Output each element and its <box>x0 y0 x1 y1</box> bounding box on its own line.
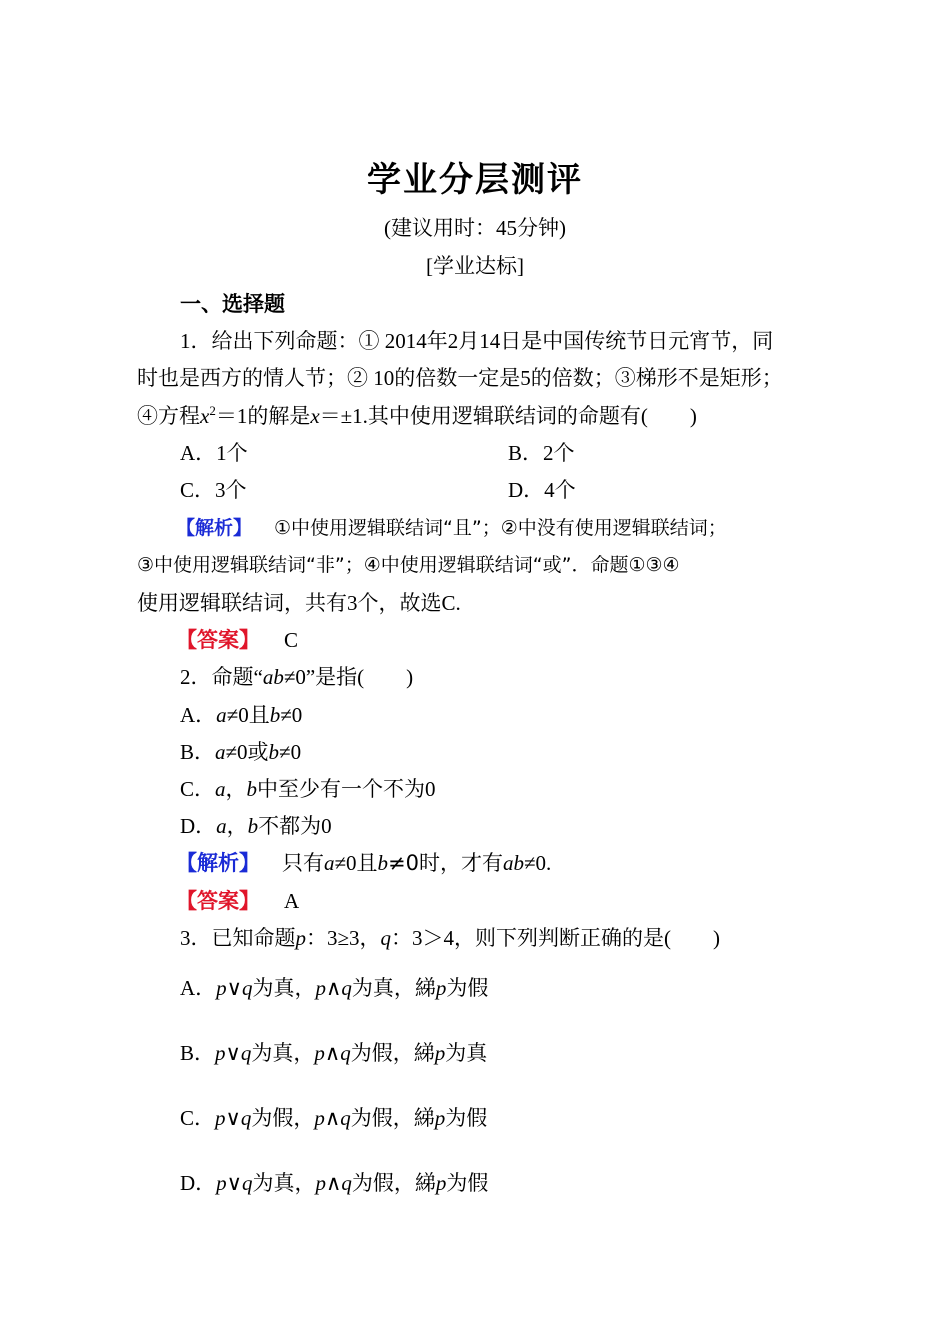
section-heading: 一、选择题 <box>180 292 285 316</box>
q1-option-a: A．1个 <box>180 441 248 465</box>
q3-option-b: B．p∨q为真，p∧q为假，綈p为真 <box>180 1041 488 1065</box>
q1-line3: ④方程$x^2=1$的解是x＝±1.其中使用逻辑联结词的命题有( ) <box>137 403 697 428</box>
analysis-tag: 【解析】 <box>176 851 260 875</box>
q1-option-b: B．2个 <box>508 441 575 465</box>
q2-option-c: C．a，b中至少有一个不为0 <box>180 777 436 801</box>
analysis-tag: 【解析】 <box>176 517 253 539</box>
level-label: [学业达标] <box>426 254 524 278</box>
q3-option-a: A．p∨q为真，p∧q为真，綈p为假 <box>180 976 489 1000</box>
q1-analysis-line3: 使用逻辑联结词，共有3个，故选C. <box>137 591 461 615</box>
q3-option-c: C．p∨q为假，p∧q为假，綈p为假 <box>180 1106 488 1130</box>
q2-analysis: 【解析】 只有a≠0且b≠0时，才有ab≠0. <box>176 851 552 875</box>
time-hint: (建议用时：45分钟) <box>384 216 566 240</box>
q1-answer: 【答案】 C <box>176 628 299 652</box>
q2-option-b: B．a≠0或b≠0 <box>180 740 302 764</box>
q2-option-a: A．a≠0且b≠0 <box>180 703 303 727</box>
q1-option-c: C．3个 <box>180 478 247 502</box>
q3-stem: 3．已知命题p：3≥3，q：3＞4，则下列判断正确的是( ) <box>180 926 721 950</box>
q1-analysis-line2: ③中使用逻辑联结词“非”；④中使用逻辑联结词“或”．命题①③④ <box>137 554 680 576</box>
q1-line1: 1．给出下列命题：① 2014年2月14日是中国传统节日元宵节，同 <box>180 329 774 353</box>
q1-option-d: D．4个 <box>508 478 576 502</box>
q2-answer: 【答案】 A <box>176 889 300 913</box>
q1-line2: 时也是西方的情人节；② 10的倍数一定是5的倍数；③梯形不是矩形； <box>137 366 783 390</box>
q1-analysis-line1: 【解析】 ①中使用逻辑联结词“且”；②中没有使用逻辑联结词； <box>176 517 727 539</box>
answer-tag: 【答案】 <box>176 889 260 913</box>
q3-option-d: D．p∨q为真，p∧q为假，綈p为假 <box>180 1171 489 1195</box>
q2-stem: 2．命题“ab≠0”是指( ) <box>180 665 414 689</box>
answer-tag: 【答案】 <box>176 628 260 652</box>
q2-option-d: D．a，b不都为0 <box>180 814 332 838</box>
page-title: 学业分层测评 <box>367 160 583 200</box>
